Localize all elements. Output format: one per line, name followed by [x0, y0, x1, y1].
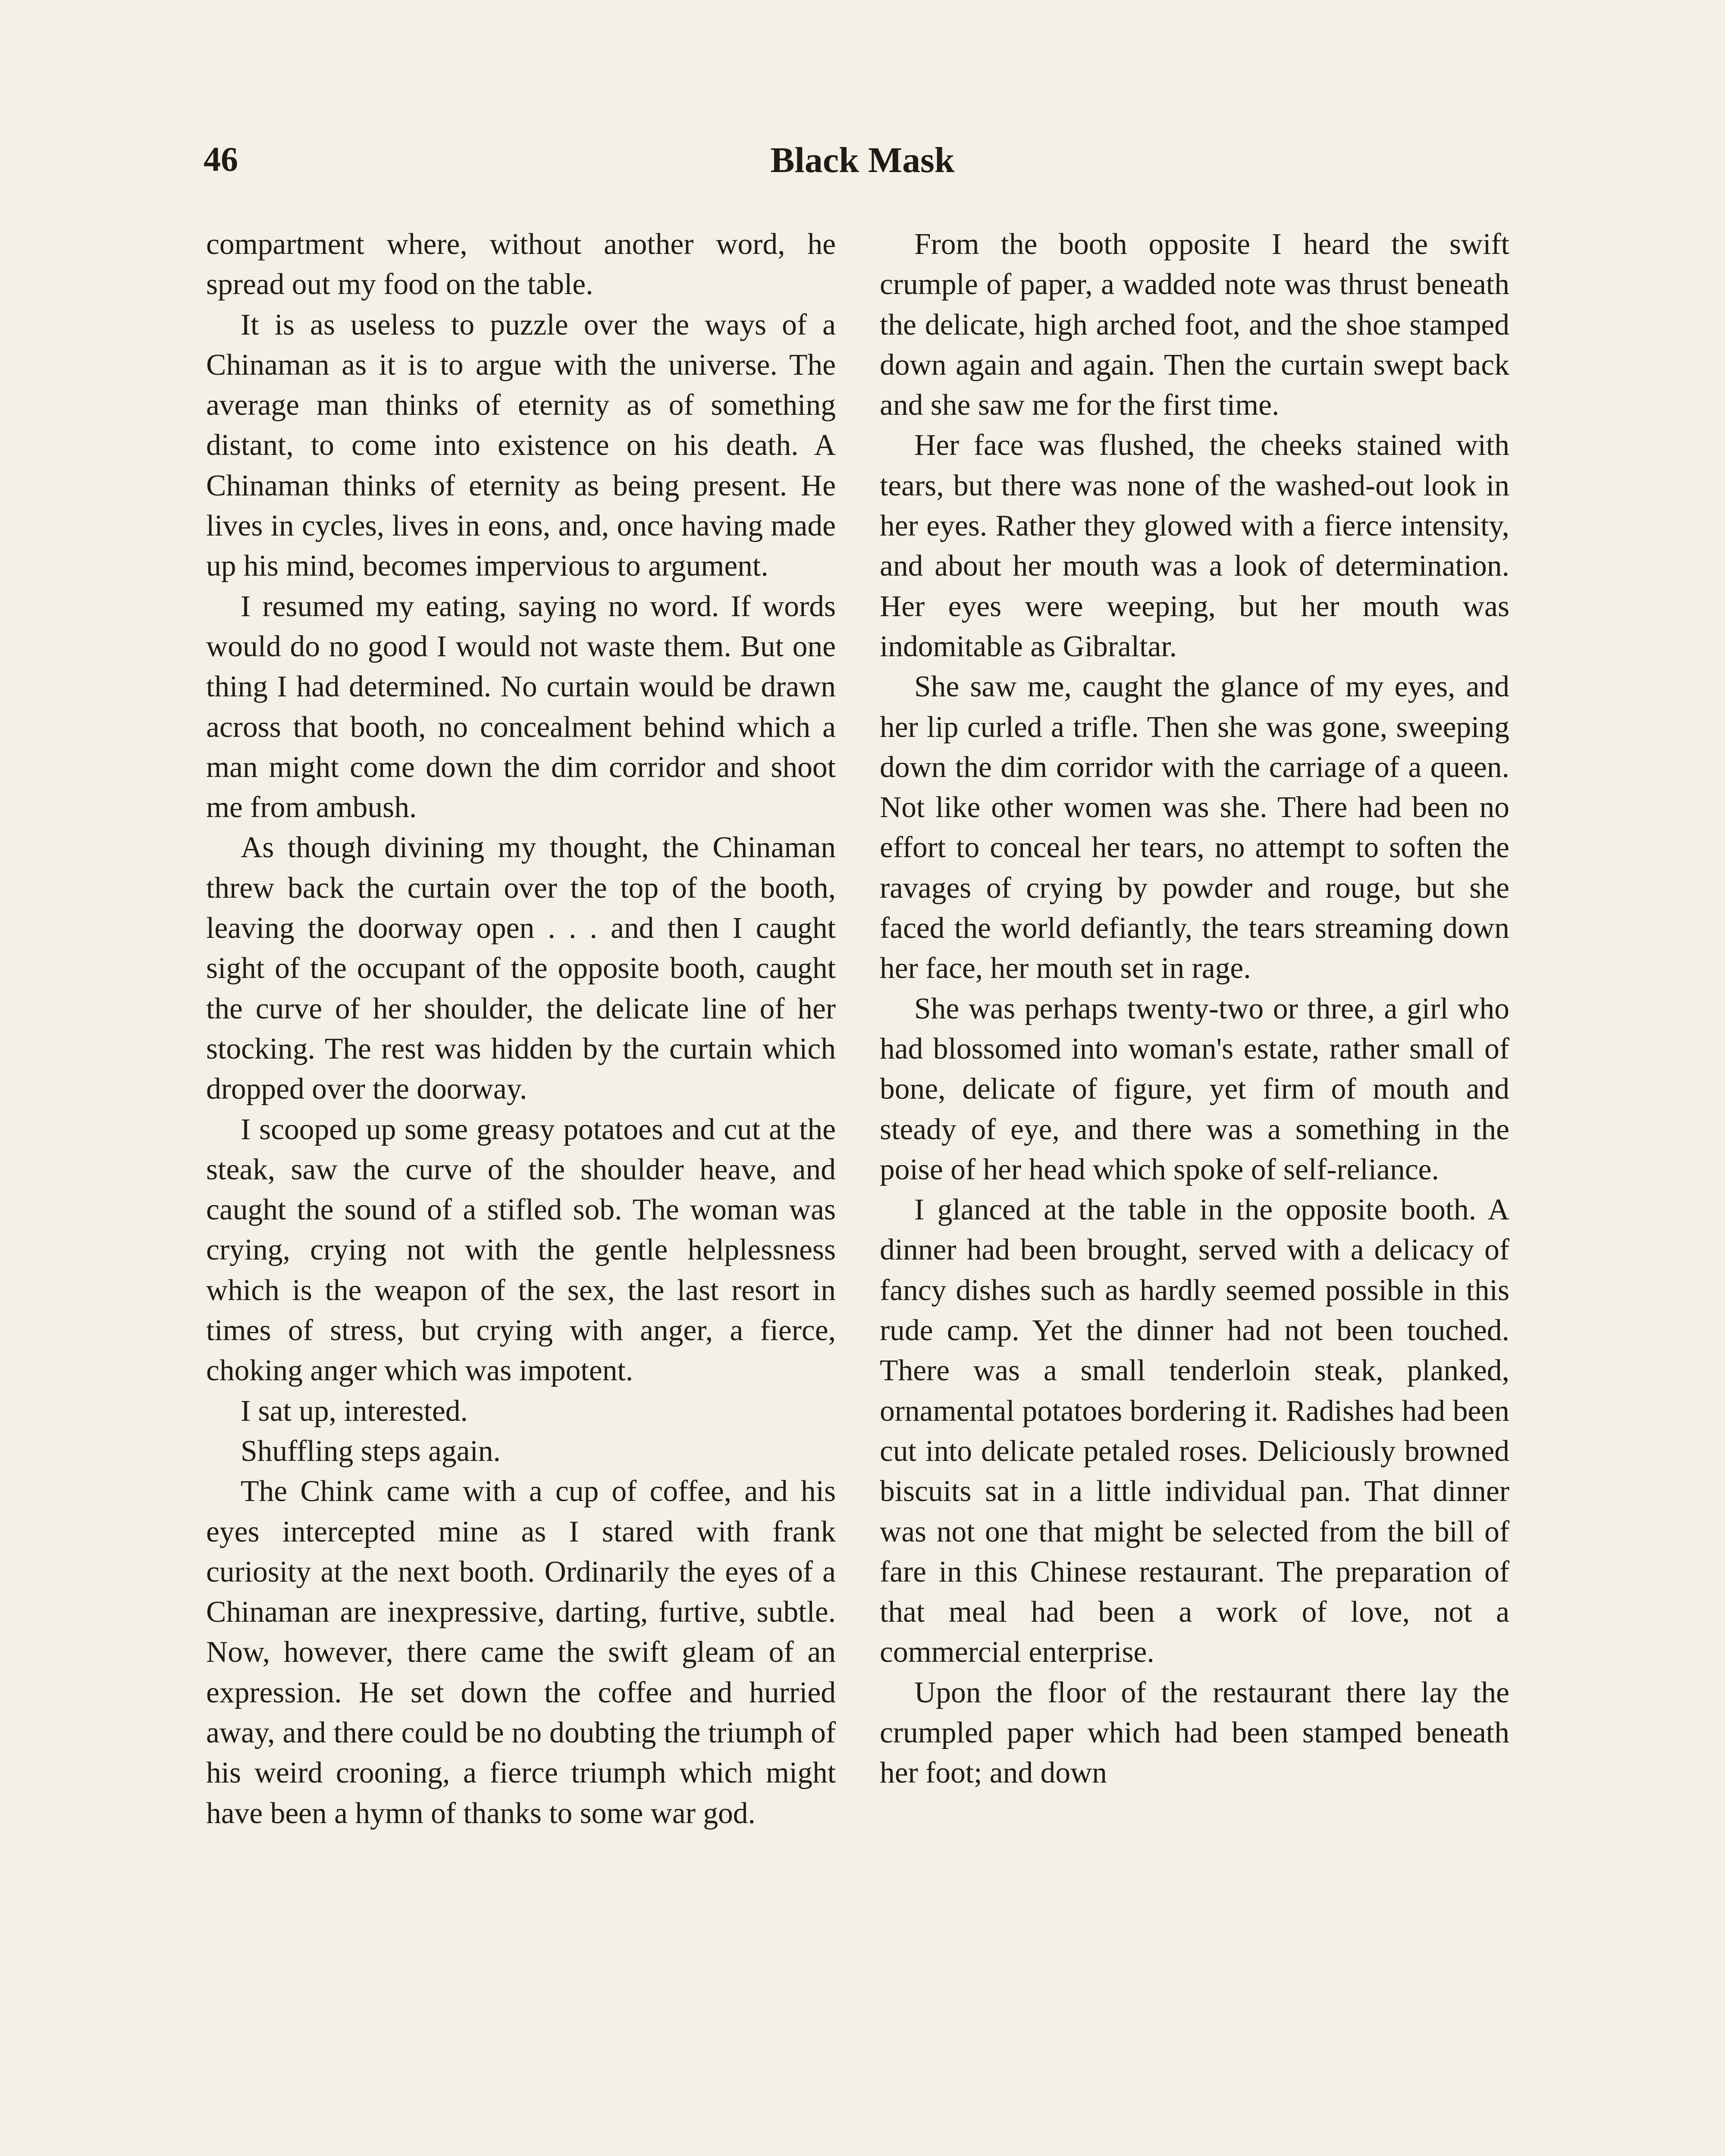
right-column — [880, 224, 1509, 1793]
paragraph: I glanced at the table in the opposite booth. A dinner had been brought, served with a delicacy of fancy dishes such as hardly seemed possible in this rude camp. Yet the dinner had not been touched. There was a small tenderloin steak, planked, ornamental potatoes bordering it. Radishes had been cut into delicate petaled roses. Deliciously browned biscuits sat in a little individual pan. That dinner was not one that might be selected from the bill of fare in this Chinese restaurant. The preparation of that meal had been a work of love, not a commercial enterprise. — [880, 1193, 1509, 1669]
running-head: Black Mask — [770, 140, 955, 180]
page-number: 46 — [204, 141, 238, 179]
paragraph: Her face was flushed, the cheeks stained with tears, but there was none of the washed-out look in her eyes. Rather they glowed with a fierce intensity, and about her mouth was a look of determination. Her eyes were weeping, but her mouth was indomitable as Gibraltar. — [880, 429, 1509, 663]
paragraph: As though divining my thought, the Chinaman threw back the curtain over the top of the booth, leaving the doorway open . . . and then I caught sight of the occupant of the opposite booth, caught the curve of her shoulder, the delicate line of her stocking. The rest was hidden by the curtain which dropped over the doorway. — [206, 831, 836, 1106]
paragraph: It is as useless to puzzle over the ways of a Chinaman as it is to argue with the universe. The average man thinks of eternity as of something distant, to come into existence on his death. A Chinaman thinks of eternity as being present. He lives in cycles, lives in eons, and, once having made up his mind, becomes impervious to argument. — [206, 308, 836, 583]
paragraph: I resumed my eating, saying no word. If words would do no good I would not waste them. But one thing I had determined. No curtain would be drawn across that booth, no concealment behind which a man might come down the dim corridor and shoot me from ambush. — [206, 589, 836, 824]
left-column — [206, 224, 836, 1833]
paragraph: I sat up, interested. — [241, 1394, 468, 1428]
paragraph: She was perhaps twenty-two or three, a girl who had blossomed into woman's estate, rather small of bone, delicate of figure, yet firm of mouth and steady of eye, and there was a something in the poise of her head which spoke of self-reliance. — [880, 992, 1509, 1186]
paragraph: The Chink came with a cup of coffee, and his eyes intercepted mine as I stared with frank curiosity at the next booth. Ordinarily the eyes of a Chinaman are inexpressive, darting, furtive, subtle. Now, however, there came the swift gleam of an expression. He set down the coffee and hurried away, and there could be no doubting the triumph of his weird crooning, a fierce triumph which might have been a hymn of thanks to some war god. — [206, 1475, 836, 1830]
paragraph: She saw me, caught the glance of my eyes, and her lip curled a trifle. Then she was gone, sweeping down the dim corridor with the carriage of a queen. Not like other women was she. There had been no effort to conceal her tears, no attempt to soften the ravages of crying by powder and rouge, but she faced the world defiantly, the tears streaming down her face, her mouth set in rage. — [880, 670, 1509, 985]
paragraph: Upon the floor of the restaurant there lay the crumpled paper which had been stamped beneath her foot; and down — [880, 1676, 1509, 1790]
paragraph: From the booth opposite I heard the swift crumple of paper, a wadded note was thrust beneath the delicate, high arched foot, and the shoe stamped down again and again. Then the curtain swept back and she saw me for the first time. — [880, 228, 1509, 422]
paragraph: Shuffling steps again. — [241, 1434, 501, 1468]
paragraph: compartment where, without another word, he spread out my food on the table. — [206, 228, 836, 301]
paragraph: I scooped up some greasy potatoes and cut at the steak, saw the curve of the shoulder heave, and caught the sound of a stifled sob. The woman was crying, crying not with the gentle helplessness which is the weapon of the sex, the last resort in times of stress, but crying with anger, a fierce, choking anger which was impotent. — [206, 1112, 836, 1388]
